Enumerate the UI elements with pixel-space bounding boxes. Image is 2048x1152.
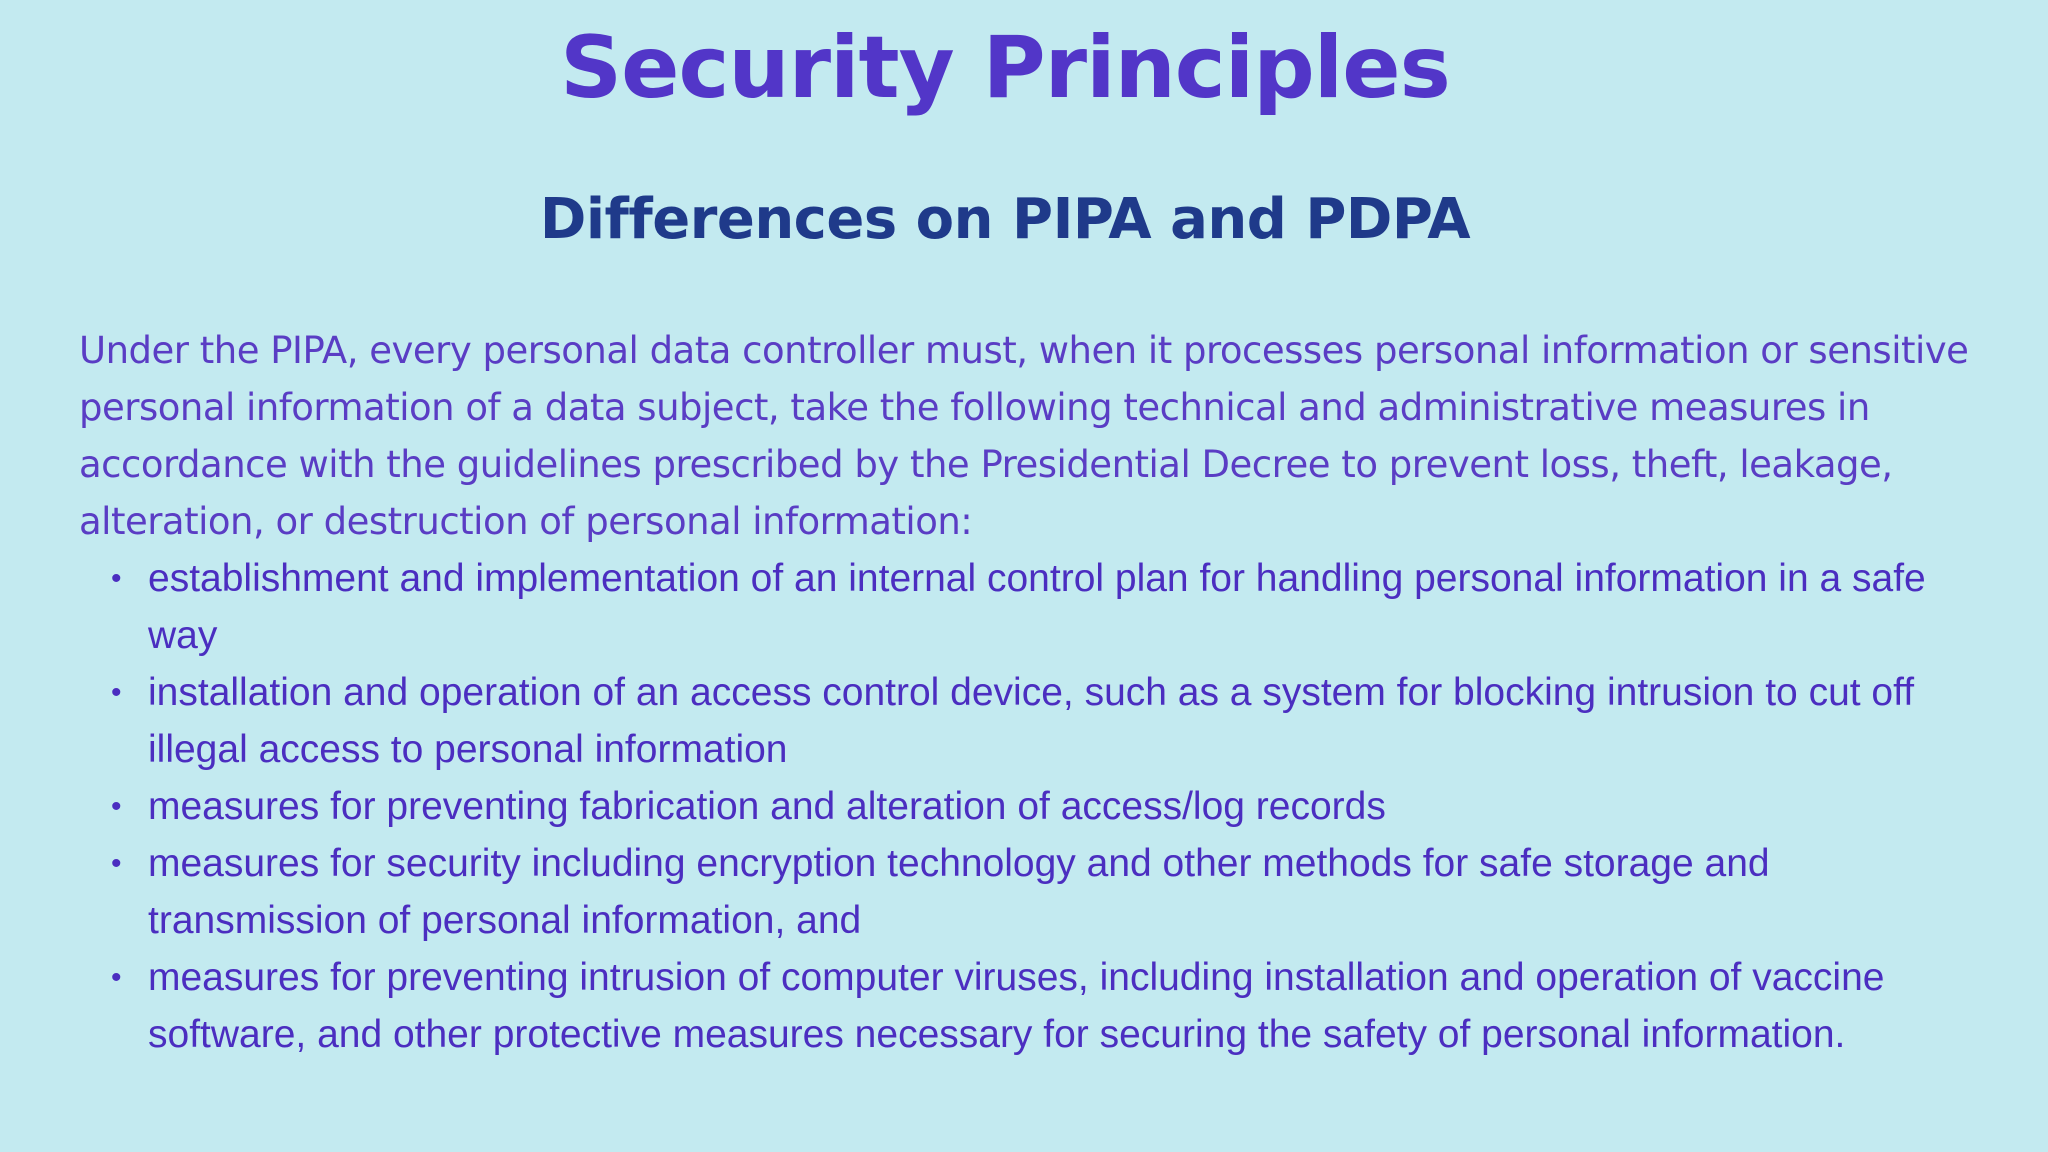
list-item bbox=[79, 664, 1989, 778]
bullet-icon: • bbox=[111, 562, 122, 595]
measures-list bbox=[79, 550, 1989, 1063]
list-item-text: establishment and implementation of an internal control plan for handling personal information in a safe way bbox=[148, 557, 1926, 657]
list-item-text: measures for preventing fabrication and alteration of access/log records bbox=[148, 785, 1386, 828]
bullet-icon: • bbox=[111, 676, 122, 709]
slide-title: Security Principles bbox=[560, 18, 1450, 118]
bullet-icon: • bbox=[111, 847, 122, 880]
list-item bbox=[79, 778, 1989, 835]
list-item-text: installation and operation of an access control device, such as a system for blocking intrusion to cut off illegal access to personal information bbox=[148, 671, 1915, 771]
list-item bbox=[79, 550, 1989, 664]
list-item-text: measures for preventing intrusion of computer viruses, including installation and operation of vaccine software, and other protective measures necessary for securing the safety of personal information. bbox=[148, 956, 1885, 1056]
list-item-text: measures for security including encryption technology and other methods for safe storage and transmission of personal information, and bbox=[148, 842, 1770, 942]
list-item bbox=[79, 835, 1989, 949]
bullet-icon: • bbox=[111, 961, 122, 994]
slide-subtitle: Differences on PIPA and PDPA bbox=[539, 187, 1471, 252]
intro-paragraph: Under the PIPA, every personal data controller must, when it processes personal information or sensitive personal information of a data subject, take the following technical and administrative measures in accordance with the guidelines prescribed by the Presidential Decree to prevent loss, theft, leakage, alteration, or destruction of personal information: bbox=[79, 329, 1969, 543]
bullet-icon: • bbox=[111, 790, 122, 823]
list-item bbox=[79, 949, 1989, 1063]
